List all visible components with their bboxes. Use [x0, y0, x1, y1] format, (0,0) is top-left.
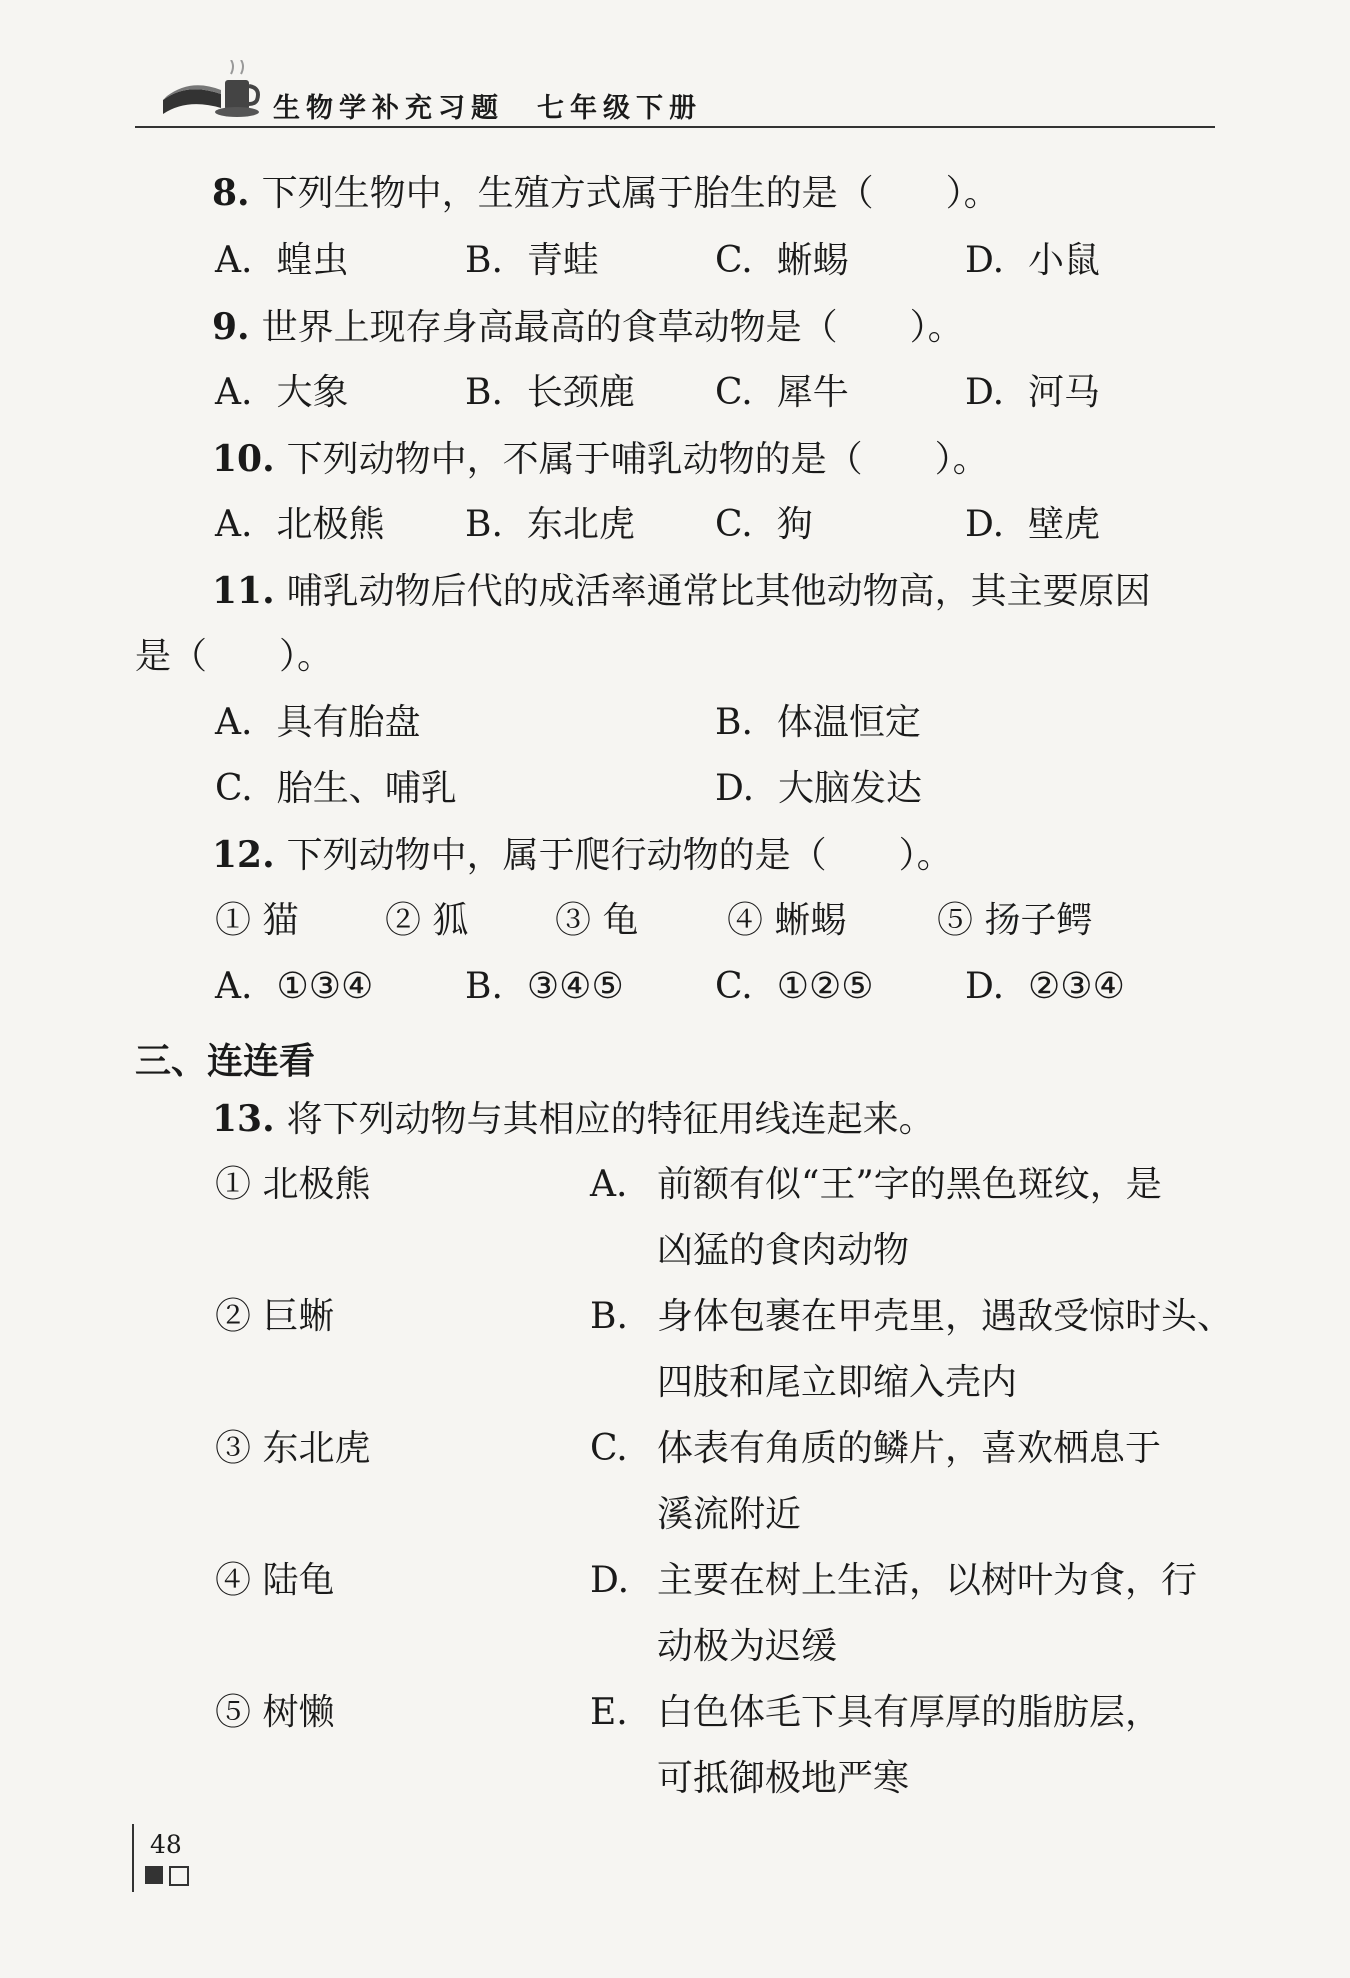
filled-square-icon — [145, 1866, 163, 1884]
q8-option-c — [715, 240, 849, 281]
match-feature-e-line2: 可抵御极地严寒 — [657, 1758, 910, 1799]
question-text: 下列动物中，不属于哺乳动物的是（ ）。 — [286, 439, 989, 480]
option-letter: B. — [715, 702, 753, 743]
q12-option-d — [965, 966, 1125, 1007]
q8-option-d — [965, 240, 1101, 281]
q10-option-b — [465, 504, 635, 545]
q12-item-4: ④ 蜥蜴 — [727, 900, 847, 941]
option-letter: C. — [215, 768, 253, 809]
option-letter: D. — [965, 240, 1005, 281]
question-number: 8. — [212, 172, 250, 214]
option-text: 河马 — [1028, 372, 1101, 413]
option-text: 胎生、哺乳 — [276, 768, 457, 809]
question-12 — [212, 834, 953, 876]
q9-option-b — [465, 372, 635, 413]
q10-option-d — [965, 504, 1101, 545]
match-feature-a-line2: 凶猛的食肉动物 — [657, 1230, 910, 1271]
option-letter: D. — [965, 504, 1005, 545]
match-animal-5: ⑤ 树懒 — [215, 1692, 335, 1733]
option-text: 壁虎 — [1028, 504, 1101, 545]
q11-option-c — [215, 768, 457, 809]
option-text: 小鼠 — [1028, 240, 1101, 281]
option-text: 蜥蜴 — [776, 240, 849, 281]
q12-option-a — [215, 966, 374, 1007]
option-letter: B. — [465, 240, 503, 281]
q9-option-a — [215, 372, 349, 413]
header-divider — [135, 126, 1215, 128]
match-feature-d-letter: D. — [590, 1560, 630, 1601]
q8-option-a — [215, 240, 349, 281]
match-feature-e-line1: 白色体毛下具有厚厚的脂肪层， — [657, 1692, 1162, 1733]
option-text: 狗 — [776, 504, 813, 545]
q9-option-d — [965, 372, 1101, 413]
option-letter: D. — [715, 768, 755, 809]
option-letter: A. — [215, 702, 253, 743]
option-text: ①②⑤ — [776, 966, 874, 1007]
question-13 — [212, 1098, 935, 1140]
match-feature-b-line2: 四肢和尾立即缩入壳内 — [657, 1362, 1018, 1403]
page-header — [135, 60, 1215, 128]
option-letter: A. — [215, 504, 253, 545]
q12-item-3: ③ 龟 — [555, 900, 639, 941]
option-letter: C. — [715, 966, 753, 1007]
q9-option-c — [715, 372, 849, 413]
match-feature-b-letter: B. — [590, 1296, 628, 1337]
question-text: 哺乳动物后代的成活率通常比其他动物高，其主要原因 — [286, 571, 1151, 612]
match-feature-a-letter: A. — [590, 1164, 628, 1205]
option-text: 犀牛 — [776, 372, 849, 413]
page-number: 48 — [150, 1830, 182, 1859]
question-text: 将下列动物与其相应的特征用线连起来。 — [286, 1099, 935, 1140]
option-text: 具有胎盘 — [276, 702, 421, 743]
question-number: 12. — [212, 834, 275, 876]
q12-item-1: ① 猫 — [215, 900, 299, 941]
q11-option-d — [715, 768, 923, 809]
match-feature-e-letter: E. — [590, 1692, 628, 1733]
option-text: 北极熊 — [276, 504, 385, 545]
option-letter: B. — [465, 504, 503, 545]
match-feature-c-letter: C. — [590, 1428, 628, 1469]
book-and-cup-icon — [157, 60, 269, 120]
q11-option-b — [715, 702, 921, 743]
option-text: 蝗虫 — [276, 240, 349, 281]
question-text: 世界上现存身高最高的食草动物是（ ）。 — [261, 307, 964, 348]
question-number: 13. — [212, 1098, 275, 1140]
option-text: 东北虎 — [526, 504, 635, 545]
q12-item-2: ② 狐 — [385, 900, 469, 941]
option-text: ①③④ — [276, 966, 374, 1007]
option-text: 体温恒定 — [776, 702, 921, 743]
q10-option-c — [715, 504, 813, 545]
option-letter: D. — [965, 372, 1005, 413]
match-feature-a-line1: 前额有似“王”字的黑色斑纹，是 — [657, 1164, 1162, 1205]
match-feature-d-line2: 动极为迟缓 — [657, 1626, 838, 1667]
header-title: 生物学补充习题 七年级下册 — [273, 93, 702, 124]
option-text: 大象 — [276, 372, 349, 413]
question-text: 下列动物中，属于爬行动物的是（ ）。 — [286, 835, 953, 876]
match-feature-d-line1: 主要在树上生活，以树叶为食，行 — [657, 1560, 1198, 1601]
question-number: 9. — [212, 306, 250, 348]
option-text: 长颈鹿 — [526, 372, 635, 413]
footer-divider — [132, 1824, 134, 1892]
question-9 — [212, 306, 964, 348]
empty-square-icon — [169, 1866, 189, 1886]
match-animal-3: ③ 东北虎 — [215, 1428, 371, 1469]
option-letter: A. — [215, 240, 253, 281]
question-number: 11. — [212, 570, 275, 612]
option-text: ②③④ — [1028, 966, 1125, 1007]
q12-item-5: ⑤ 扬子鳄 — [937, 900, 1093, 941]
question-10 — [212, 438, 989, 480]
option-text: 青蛙 — [526, 240, 599, 281]
q12-option-b — [465, 966, 624, 1007]
option-letter: C. — [715, 240, 753, 281]
question-text: 下列生物中，生殖方式属于胎生的是（ ）。 — [261, 173, 1000, 214]
match-animal-2: ② 巨蜥 — [215, 1296, 335, 1337]
option-text: 大脑发达 — [778, 768, 923, 809]
option-letter: B. — [465, 966, 503, 1007]
question-number: 10. — [212, 438, 275, 480]
option-letter: C. — [715, 372, 753, 413]
option-letter: A. — [215, 372, 253, 413]
match-feature-c-line2: 溪流附近 — [657, 1494, 802, 1535]
q10-option-a — [215, 504, 385, 545]
option-letter: A. — [215, 966, 253, 1007]
option-letter: B. — [465, 372, 503, 413]
question-11 — [212, 570, 1151, 612]
option-letter: D. — [965, 966, 1005, 1007]
match-feature-b-line1: 身体包裹在甲壳里，遇敌受惊时头、 — [657, 1296, 1234, 1337]
q12-option-c — [715, 966, 874, 1007]
option-letter: C. — [715, 504, 753, 545]
match-animal-1: ① 北极熊 — [215, 1164, 371, 1205]
match-feature-c-line1: 体表有角质的鳞片，喜欢栖息于 — [657, 1428, 1162, 1469]
q8-option-b — [465, 240, 599, 281]
question-8 — [212, 172, 1000, 214]
match-animal-4: ④ 陆龟 — [215, 1560, 335, 1601]
q11-option-a — [215, 702, 421, 743]
option-text: ③④⑤ — [526, 966, 624, 1007]
question-11-continued: 是（ ）。 — [135, 636, 334, 677]
section-title: 三、连连看 — [135, 1041, 316, 1082]
